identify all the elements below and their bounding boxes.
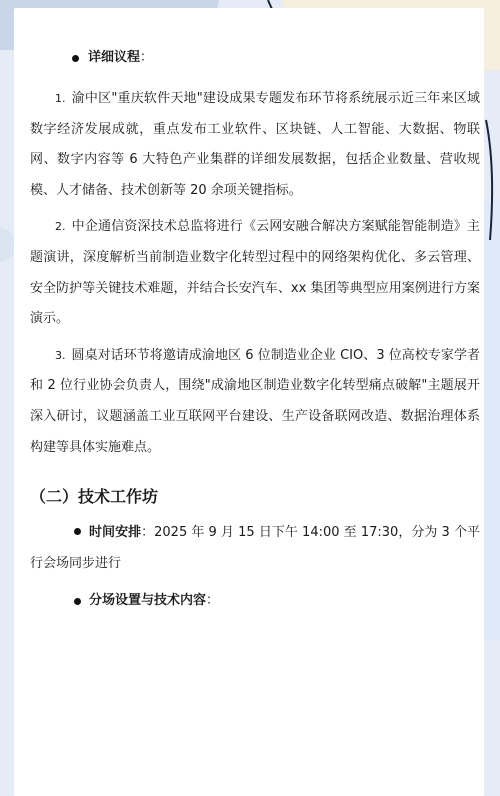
agenda-item-3-text: 圆桌对话环节将邀请成渝地区 6 位制造业企业 CIO、3 位高校专家学者和 2 位行业协会负责人，围绕"成渝地区制造业数字化转型痛点破解"主题展开深入研讨，议题涵盖工业互联网平台建设、生产设备联网改造、数据治理体系构建等具体实施难点。 bbox=[30, 347, 480, 455]
agenda-item-1-number: 1. bbox=[55, 92, 66, 105]
agenda-item-3-number: 3. bbox=[55, 348, 66, 362]
bullet-dot-icon bbox=[74, 598, 81, 605]
agenda-item-3 bbox=[30, 341, 480, 463]
agenda-item-1-text: 渝中区"重庆软件天地"建设成果专题发布环节将系统展示近三年来区域数字经济发展成就，重点发布工业软件、区块链、人工智能、大数据、物联网、数字内容等 6 大特色产业集群的详细发展数据，包括企业数量、营收规模、人才储备、技术创新等 20 余项关键指标。 bbox=[30, 91, 480, 198]
time-schedule-text: ：2025 年 9 月 15 日下午 14:00 至 17:30，分为 3 个平行会场同步进行 bbox=[30, 525, 480, 571]
bullet-dot-icon bbox=[72, 55, 79, 62]
agenda-item-2-number: 2. bbox=[55, 220, 66, 234]
detail-agenda-label: 详细议程 bbox=[88, 50, 141, 65]
detail-agenda-line bbox=[30, 48, 480, 68]
venue-setup-label: 分场设置与技术内容 bbox=[89, 593, 207, 609]
venue-setup-line bbox=[30, 591, 480, 611]
time-schedule-paragraph bbox=[30, 518, 480, 579]
section-title-tech-workshop: （二）技术工作坊 bbox=[30, 487, 159, 507]
agenda-item-2-text: 中企通信资深技术总监将进行《云网安融合解决方案赋能智能制造》主题演讲，深度解析当前制造业数字化转型过程中的网络架构优化、多云管理、安全防护等关键技术难题，并结合长安汽车、xx 集团等典型应用案例进行方案演示。 bbox=[30, 219, 480, 327]
detail-agenda-colon: ： bbox=[140, 50, 154, 65]
time-schedule-label: 时间安排 bbox=[89, 525, 142, 541]
agenda-item-2 bbox=[30, 212, 480, 334]
bullet-dot-icon bbox=[74, 528, 81, 535]
venue-setup-colon: ： bbox=[206, 593, 220, 609]
document-content bbox=[30, 48, 480, 611]
document-page bbox=[14, 8, 484, 796]
agenda-item-1 bbox=[30, 84, 480, 206]
